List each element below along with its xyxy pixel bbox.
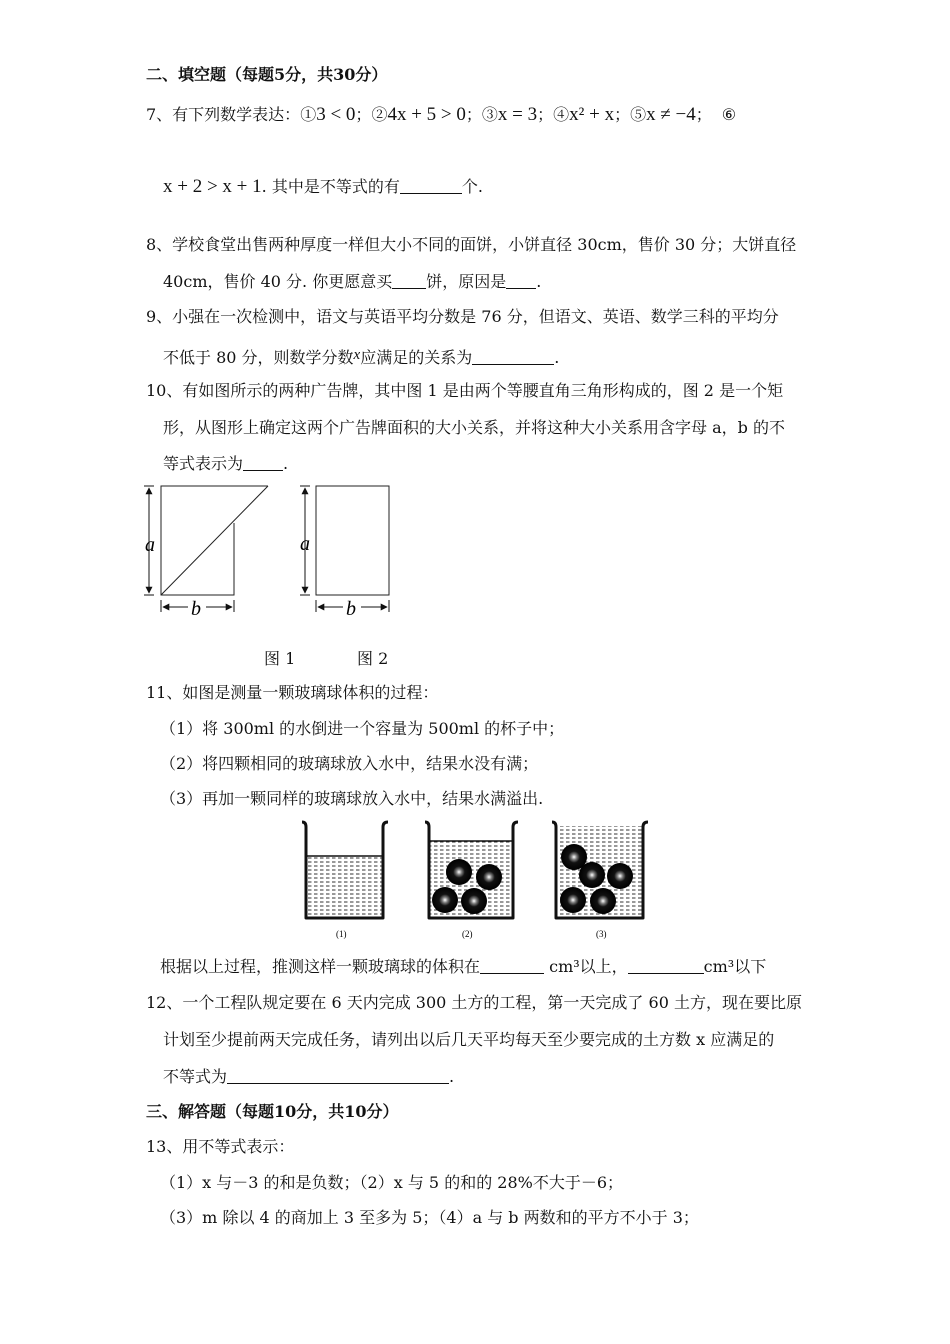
q12-line-3b: . (449, 1067, 455, 1086)
figure-1-label-b: b (191, 598, 201, 620)
q7-choice-4: ④ (553, 105, 570, 124)
q9-blank[interactable] (472, 348, 554, 365)
q10-blank[interactable] (243, 454, 283, 471)
q11-conclusion-c: cm³以下 (703, 957, 767, 976)
q10-figures (130, 478, 410, 628)
q8-line-2b: 饼，原因是 (426, 272, 507, 291)
q7-prefix: 7、有下列数学表达： (146, 105, 301, 124)
beaker-1-label: (1) (336, 929, 347, 939)
q7-choice-1: ① (300, 105, 317, 124)
beaker-2-label: (2) (462, 929, 473, 939)
q7-expr-6: x + 2 > x + 1 (163, 176, 262, 197)
question-8-cont (163, 271, 541, 293)
section-2-heading: 二、填空题（每题5分，共30分） (146, 65, 388, 84)
q7-choice-5: ⑤ (630, 105, 647, 124)
q7-tail: . 其中是不等式的有 (261, 177, 400, 196)
q8-line-2a: 40cm，售价 40 分. 你更愿意买 (163, 272, 393, 291)
figure-1-diagonal (161, 486, 268, 595)
figure-1 (144, 486, 268, 620)
q7-end: 个. (461, 177, 483, 196)
q12-line-1: 12、一个工程队规定要在 6 天内完成 300 土方的工程，第一天完成了 60 土方，现在要比原 (146, 993, 802, 1012)
beaker-2-ball (476, 864, 502, 890)
figure-1-caption: 图 1 (264, 649, 296, 668)
q10-line-1: 10、有如图所示的两种广告牌，其中图 1 是由两个等腰直角三角形构成的，图 2 是一个矩 (146, 381, 784, 400)
q9-var: x (353, 347, 361, 363)
section-3-heading: 三、解答题（每题10分，共10分） (146, 1102, 399, 1121)
question-7: 7、有下列数学表达：①3 < 0；②4x + 5 > 0；③x = 3；④x² + x；⑤x ≠ −4； ⑥ (146, 104, 737, 125)
q8-blank-1[interactable] (392, 272, 426, 289)
beaker-3-label: (3) (596, 929, 607, 939)
beaker-1 (302, 822, 388, 939)
q12-line-3a: 不等式为 (163, 1067, 228, 1086)
q11-step-3: （3）再加一颗同样的玻璃球放入水中，结果水满溢出. (160, 789, 544, 808)
q9-line-1: 9、小强在一次检测中，语文与英语平均分数是 76 分，但语文、英语、数学三科的平均分 (146, 307, 779, 326)
figure-2-rectangle (316, 486, 389, 595)
question-10-cont (163, 453, 288, 475)
q7-choice-3: ③ (481, 105, 498, 124)
q8-line-2c: . (536, 272, 542, 291)
q7-blank[interactable] (400, 177, 462, 194)
q7-expr-4: x² + x (569, 104, 615, 125)
beaker-1-water (307, 856, 382, 917)
q7-expr-2: 4x + 5 > 0 (387, 104, 466, 125)
figure-2-label-b: b (346, 598, 356, 620)
question-9-cont (163, 344, 559, 369)
q11-conclusion-b: cm³以上， (549, 957, 628, 976)
q9-line-2c: . (554, 348, 560, 367)
q11-step-2: （2）将四颗相同的玻璃球放入水中，结果水没有满； (160, 754, 539, 773)
q11-conclusion-a: 根据以上过程，推测这样一颗玻璃球的体积在 (160, 957, 481, 976)
q11-step-1: （1）将 300ml 的水倒进一个容量为 500ml 的杯子中； (160, 719, 565, 738)
beaker-2-ball (432, 887, 458, 913)
figure-2-caption: 图 2 (357, 649, 389, 668)
q13-line-1: 13、用不等式表示： (146, 1137, 295, 1156)
q7-expr-3: x = 3 (497, 104, 538, 125)
beaker-2-ball (446, 859, 472, 885)
q8-blank-2[interactable] (506, 272, 536, 289)
figure-2-label-a: a (300, 533, 310, 555)
figure-1-label-a: a (145, 534, 155, 556)
beaker-2-ball (461, 888, 487, 914)
q9-line-2a: 不低于 80 分，则数学分数 (163, 348, 354, 367)
q13-line-2: （1）x 与－3 的和是负数；（2）x 与 5 的和的 28%不大于－6； (160, 1173, 624, 1192)
q7-expr-5: x ≠ −4 (646, 104, 696, 125)
beaker-3-ball (560, 887, 586, 913)
q11-blank-2[interactable] (628, 957, 704, 974)
q11-blank-1[interactable] (480, 957, 544, 974)
q10-line-2: 形，从图形上确定这两个广告牌面积的大小关系，并将这种大小关系用含字母 a，b 的不 (163, 418, 785, 437)
beaker-3-ball (607, 863, 633, 889)
beaker-3-ball (590, 888, 616, 914)
figure-2 (300, 486, 389, 620)
beaker-3 (552, 822, 648, 939)
q7-choice-2: ② (371, 105, 388, 124)
question-7-cont (163, 176, 483, 198)
q12-blank[interactable] (227, 1067, 449, 1084)
q9-line-2b: 应满足的关系为 (360, 348, 473, 367)
q11-line-1: 11、如图是测量一颗玻璃球体积的过程： (146, 683, 439, 702)
q12-line-2: 计划至少提前两天完成任务，请列出以后几天平均每天至少要完成的土方数 x 应满足的 (163, 1030, 775, 1049)
q8-line-1: 8、学校食堂出售两种厚度一样但大小不同的面饼，小饼直径 30cm，售价 30 分；大饼直径 (146, 235, 797, 254)
q10-line-3a: 等式表示为 (163, 454, 244, 473)
beaker-3-ball (579, 862, 605, 888)
q11-beakers (296, 816, 656, 944)
question-12-cont (163, 1066, 454, 1088)
q10-line-3b: . (283, 454, 289, 473)
q13-line-3: （3）m 除以 4 的商加上 3 至多为 5；（4）a 与 b 两数和的平方不小于 3； (160, 1208, 699, 1227)
q11-conclusion (160, 956, 766, 978)
beaker-2 (425, 822, 518, 939)
q7-choice-6: ⑥ (721, 105, 737, 124)
q7-expr-1: 3 < 0 (316, 104, 356, 125)
